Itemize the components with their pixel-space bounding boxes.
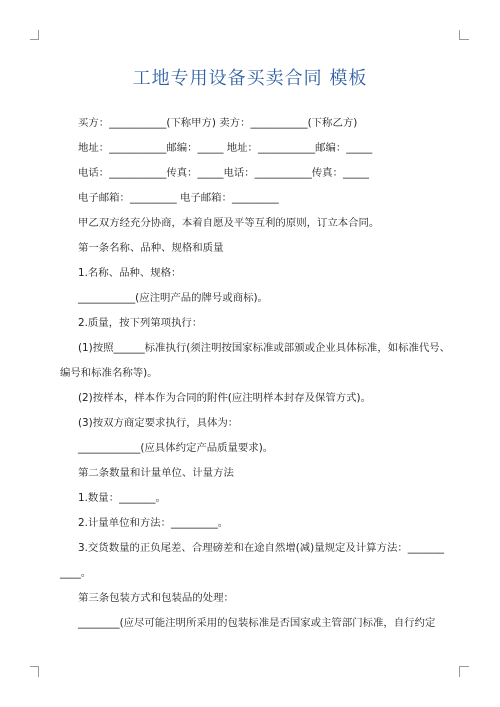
clause-text: 2.质量，按下列第项执行： bbox=[78, 317, 203, 329]
address-line: 地址：___________邮编：_____ 地址：___________邮编：_____ bbox=[78, 142, 373, 154]
clause-text: ____________(应具体约定产品质量要求)。 bbox=[78, 442, 274, 454]
phone-fax-line: 电话：___________传真：_____电话：___________传真：_____ bbox=[78, 167, 369, 179]
crop-mark-bottom-left bbox=[30, 666, 39, 677]
article-2-heading: 第二条数量和计量单位、计量方法 bbox=[78, 467, 234, 479]
clause-text: (1)按照______标准执行(须注明按国家标准或部颁或企业具体标准，如标准代号、 bbox=[78, 342, 451, 354]
clause-text: (3)按双方商定要求执行，具体为： bbox=[78, 417, 239, 429]
clause-text: 3.交货数量的正负尾差、合理磅差和在途自然增(减)量规定及计算方法：_______ bbox=[78, 542, 445, 554]
clause-text: (2)按样本，样本作为合同的附件(应注明样本封存及保管方式)。 bbox=[78, 392, 371, 404]
article-3-heading: 第三条包装方式和包装品的处理： bbox=[78, 592, 234, 604]
clause-text: ___________(应注明产品的牌号或商标)。 bbox=[78, 292, 268, 304]
email-line: 电子邮箱：_________ 电子邮箱：_________ bbox=[78, 192, 279, 204]
document-title: 工地专用设备买卖合同 模板 bbox=[132, 68, 368, 89]
crop-mark-top-right bbox=[459, 30, 469, 40]
clause-text: 1.数量：_______。 bbox=[78, 492, 166, 504]
clause-text: ________(应尽可能注明所采用的包装标准是否国家或主管部门标准，自行约定 bbox=[78, 617, 436, 629]
article-1-heading: 第一条名称、品种、规格和质量 bbox=[78, 242, 224, 254]
buyer-seller-line: 买方：___________(下称甲方) 卖方：___________(下称乙方) bbox=[78, 117, 358, 129]
preamble-text: 甲乙双方经充分协商，本着自愿及平等互利的原则，订立本合同。 bbox=[78, 217, 380, 229]
clause-text: 2.计量单位和方法：_________。 bbox=[78, 517, 229, 529]
clause-text-continued: ____。 bbox=[60, 567, 92, 579]
clause-text: 1.名称、品种、规格： bbox=[78, 267, 182, 279]
crop-mark-top-left bbox=[30, 30, 39, 40]
clause-text-continued: 编号和标准名称等)。 bbox=[60, 367, 158, 379]
crop-mark-bottom-right bbox=[459, 666, 469, 677]
